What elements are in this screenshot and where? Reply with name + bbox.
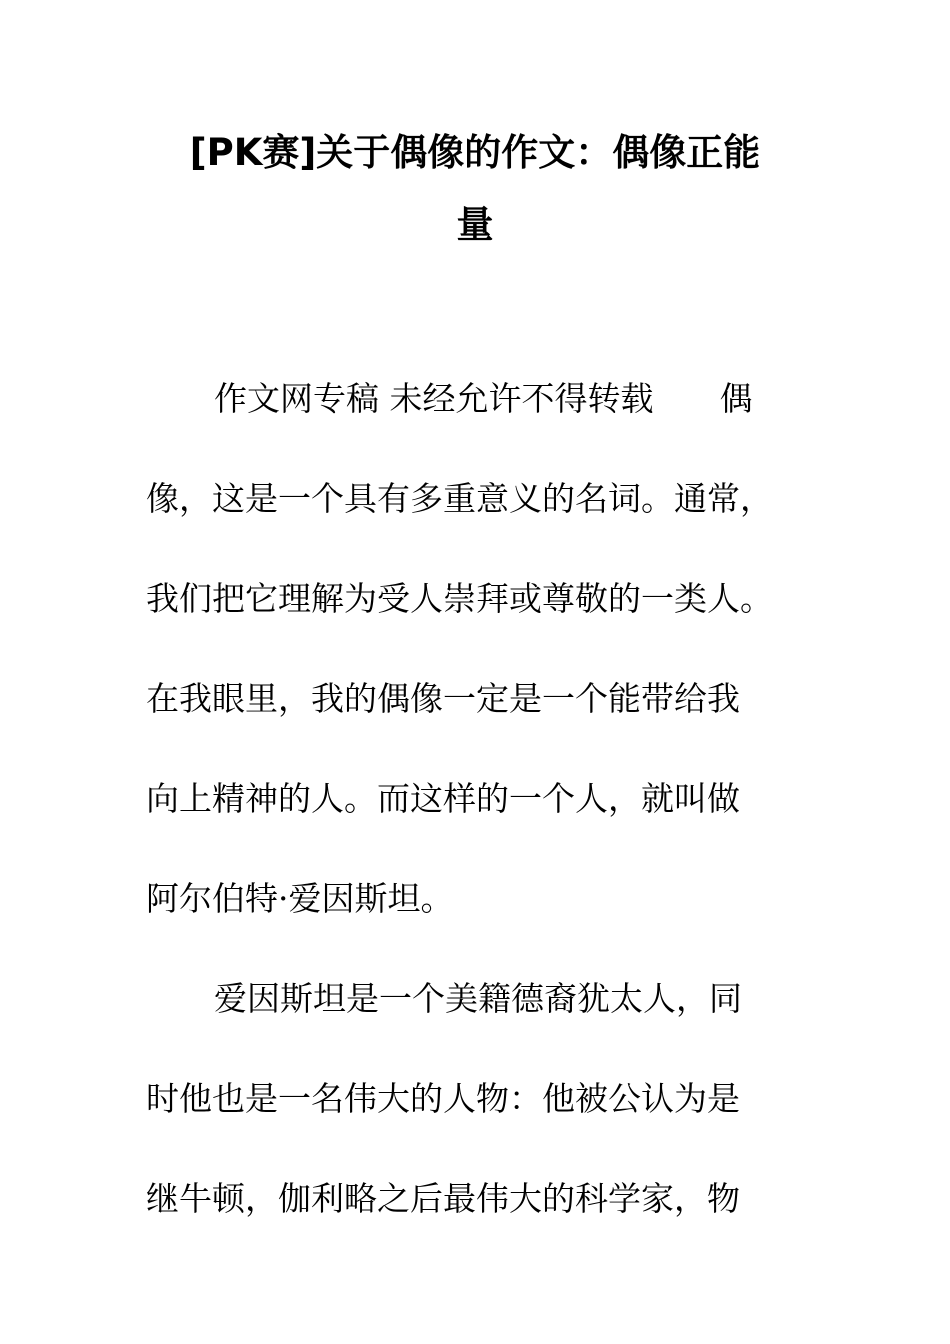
body-line-5: 向上精神的人。而这样的一个人，就叫做 [146, 779, 740, 818]
body-line-4: 在我眼里，我的偶像一定是一个能带给我 [146, 679, 740, 718]
body-line-8: 时他也是一名伟大的人物：他被公认为是 [146, 1079, 740, 1118]
document-title-line-1: [PK赛]关于偶像的作文：偶像正能 [189, 131, 761, 174]
body-line-9: 继牛顿，伽利略之后最伟大的科学家，物 [146, 1179, 740, 1218]
body-line-2: 像，这是一个具有多重意义的名词。通常， [146, 479, 773, 518]
body-line-1: 作文网专稿 未经允许不得转载 偶 [214, 379, 753, 418]
body-line-3: 我们把它理解为受人崇拜或尊敬的一类人。 [146, 579, 773, 618]
document-title-line-2: 量 [456, 203, 494, 246]
body-line-7: 爱因斯坦是一个美籍德裔犹太人，同 [214, 979, 742, 1018]
body-line-6: 阿尔伯特·爱因斯坦。 [146, 879, 454, 918]
